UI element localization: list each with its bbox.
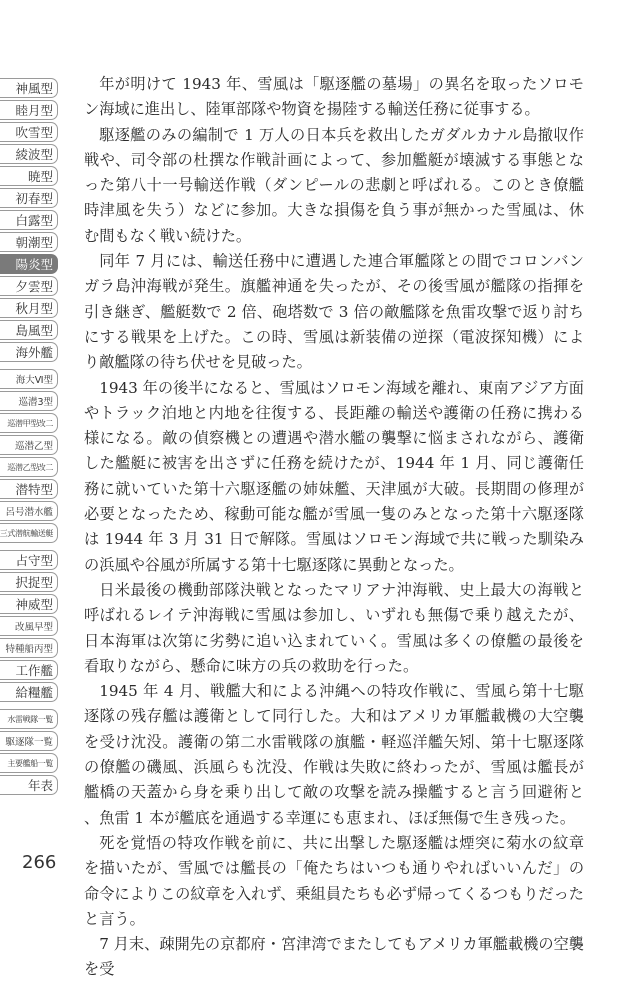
- paragraph-8: 7 月末、疎開先の京都府・宮津湾でまたしてもアメリカ軍艦載機の空襲を受: [84, 935, 584, 979]
- side-tab-23[interactable]: 択捉型: [0, 572, 58, 592]
- side-tab-30[interactable]: 駆逐隊一覧: [0, 731, 58, 751]
- side-tab-21[interactable]: 三式潜航輸送艇: [0, 523, 58, 543]
- side-tab-18[interactable]: 巡潜乙型改二: [0, 457, 58, 477]
- paragraph-4: 1943 年の後半になると、雪風はソロモン海域を離れ、東南アジア方面やトラック泊地と内地を往復する、長距離の輸送や護衛の任務に携わる様になる。敵の偵察機との遭遇や潜水艦の襲撃に悩まされながら、護衛した艦艇に被害を出さずに任務を続けたが、1944 年 1 月、同じ護衛任務に就いていた第十六駆逐艦の姉妹艦、天津風が大破。長期間の修理が必要となったため、稼動可能な艦が雪風一隻のみとなった第十六駆逐隊は 1944 年 3 月 31 日で解隊。雪風はソロモン海域で共に戦った馴染みの浜風や谷風が所属する第十七駆逐隊に異動となった。: [84, 378, 584, 574]
- side-tab-28[interactable]: 給糧艦: [0, 682, 58, 702]
- side-tab-6[interactable]: 初春型: [0, 188, 58, 208]
- side-tab-13[interactable]: 海外艦: [0, 342, 58, 362]
- side-tab-2[interactable]: 睦月型: [0, 100, 58, 120]
- side-tab-29[interactable]: 水雷戦隊一覧: [0, 709, 58, 729]
- side-tab-17[interactable]: 巡潜乙型: [0, 435, 58, 455]
- paragraph-6: 1945 年 4 月、戦艦大和による沖縄への特攻作戦に、雪風ら第十七駆逐隊の残存艦は護衛として同行した。大和はアメリカ軍艦載機の大空襲を受け沈没。護衛の第二水雷戦隊の旗艦・軽巡洋艦矢矧、第十七駆逐隊の僚艦の磯風、浜風らも沈没、作戦は失敗に終わったが、雪風は艦長が艦橋の天蓋から身を乗り出して敵の攻撃を読み操艦すると言う回避術と、魚雷 1 本が艦底を通過する幸運にも恵まれ、ほぼ無傷で生き残った。: [84, 682, 584, 827]
- side-tab-31[interactable]: 主要艦船一覧: [0, 753, 58, 773]
- side-tab-24[interactable]: 神威型: [0, 594, 58, 614]
- paragraph-2: 駆逐艦のみの編制で 1 万人の日本兵を救出したガダルカナル島撤収作戦や、司令部の杜撰な作戦計画によって、参加艦艇が壊滅する事態となった第八十一号輸送作戦（ダンピールの悲劇と呼ばれる。このとき僚艦時津風を失う）などに参加。大きな損傷を負う事が無かった雪風は、休む間もなく戦い続けた。: [84, 125, 584, 245]
- side-tab-8[interactable]: 朝潮型: [0, 232, 58, 252]
- side-tab-4[interactable]: 綾波型: [0, 144, 58, 164]
- body-text: [84, 72, 584, 983]
- side-tab-15[interactable]: 巡潜3型: [0, 391, 58, 411]
- paragraph-7: 死を覚悟の特攻作戦を前に、共に出撃した駆逐艦は煙突に菊水の紋章を描いたが、雪風では艦長の「俺たちはいつも通りやればいいんだ」の命令によりこの紋章を入れず、乗組員たちも必ず帰ってくるつもりだったと言う。: [84, 833, 584, 928]
- side-tab-22[interactable]: 占守型: [0, 550, 58, 570]
- paragraph-1: 年が明けて 1943 年、雪風は「駆逐艦の墓場」の異名を取ったソロモン海域に進出し、陸軍部隊や物資を揚陸する輸送任務に従事する。: [84, 75, 584, 119]
- side-tab-25[interactable]: 改風早型: [0, 616, 58, 636]
- side-tab-1[interactable]: 神風型: [0, 78, 58, 98]
- side-tab-20[interactable]: 呂号潜水艦: [0, 501, 58, 521]
- side-tab-14[interactable]: 海大Ⅵ型: [0, 369, 58, 389]
- side-tab-10[interactable]: 夕雲型: [0, 276, 58, 296]
- side-tab-27[interactable]: 工作艦: [0, 660, 58, 680]
- paragraph-3: 同年 7 月には、輸送任務中に遭遇した連合軍艦隊との間でコロンバンガラ島沖海戦が発生。旗艦神通を失ったが、その後雪風が艦隊の指揮を引き継ぎ、艦艇数で 2 倍、砲塔数で 3 倍の敵艦隊を魚雷攻撃で返り討ちにする戦果を上げた。この時、雪風は新装備の逆探（電波探知機）により敵艦隊の待ち伏せを見破った。: [84, 252, 584, 372]
- side-tab-16[interactable]: 巡潜甲型改二: [0, 413, 58, 433]
- paragraph-5: 日米最後の機動部隊決戦となったマリアナ沖海戦、史上最大の海戦と呼ばれるレイテ沖海戦に雪風は参加し、いずれも無傷で乗り越えたが、日本海軍は次第に劣勢に追い込まれていく。雪風は多くの僚艦の最後を看取りながら、懸命に味方の兵の救助を行った。: [84, 580, 584, 675]
- side-tab-32[interactable]: 年表: [0, 775, 58, 795]
- side-tab-5[interactable]: 暁型: [0, 166, 58, 186]
- side-tab-3[interactable]: 吹雪型: [0, 122, 58, 142]
- side-tab-7[interactable]: 白露型: [0, 210, 58, 230]
- side-tab-26[interactable]: 特種船丙型: [0, 638, 58, 658]
- side-tab-12[interactable]: 島風型: [0, 320, 58, 340]
- page-number: 266: [22, 852, 57, 873]
- side-tab-9[interactable]: 陽炎型: [0, 254, 58, 274]
- side-tab-11[interactable]: 秋月型: [0, 298, 58, 318]
- side-tab-19[interactable]: 潜特型: [0, 479, 58, 499]
